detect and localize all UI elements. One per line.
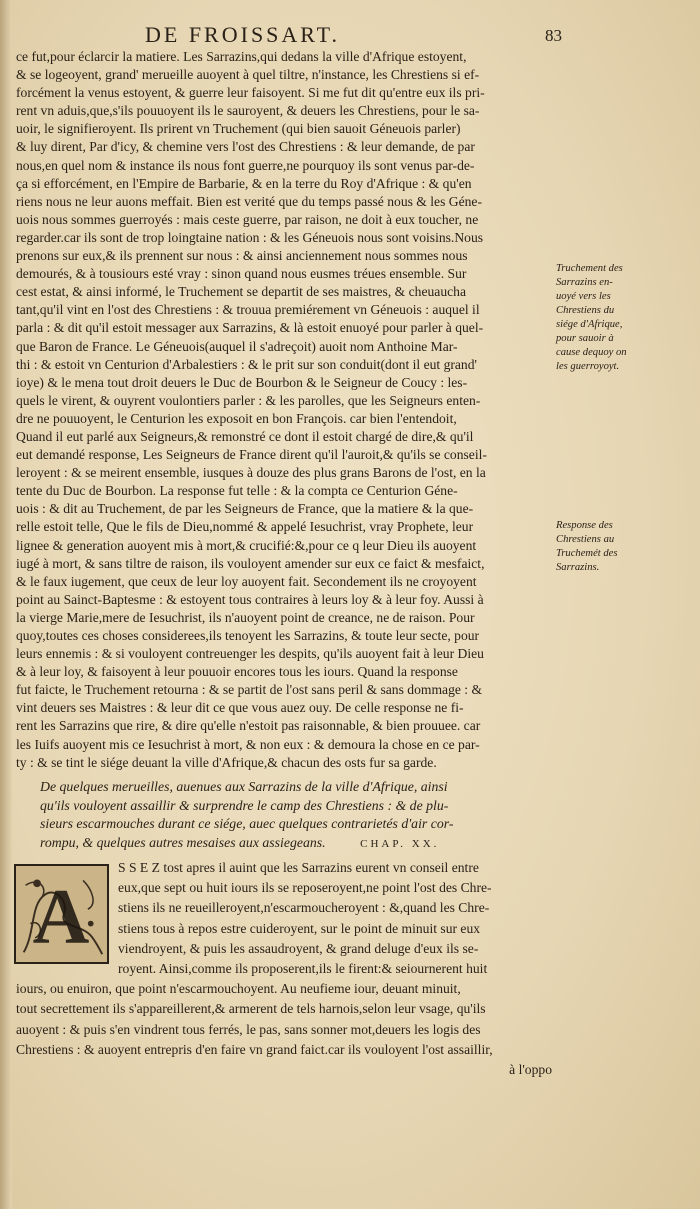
text-line: tant,qu'il vint en l'ost des Chrestiens : & trouua premiérement vn Géneuois : auquel il [16,302,480,318]
margin-note-line: Response des [556,520,613,531]
chapter-text-line: eux,que sept ou huit iours ils se reposeroyent,ne point l'ost des Chre- [118,880,492,896]
text-line: vint deuers ses Maistres : & leur dit ce que vous auez ouy. De celle response ne fi- [16,700,464,716]
margin-note-line: Truchement des [556,263,623,274]
text-line: cest estat, & ainsi informé, le Truchement se departit de ses maistres, & cheuaucha [16,284,466,300]
chapter-text-line: iours, ou enuiron, que point n'escarmouchoyent. Au neufieme iour, deuant minuit, [16,981,461,997]
chapter-text-line: auoyent : & puis s'en vindrent tous ferrés, le pas, sans sonner mot,deuers les logis des [16,1021,481,1037]
chapter-text-line: tout secrettement ils s'appareillerent,& armerent de tels harnois,selon leur vsage, qu'ils [16,1001,486,1017]
margin-note-truchement [556,262,638,374]
margin-note-line: cause dequoy on [556,347,627,358]
margin-note-line: pour sauoir à [556,333,614,344]
text-line: prenons sur eux,& ils prennent sur nous : & ainsi anciennement nous sommes nous [16,248,468,264]
text-line: parla : & dit qu'il estoit messager aux Sarrazins, & là estoit enuoyé pour parler à quel- [16,320,484,336]
margin-note-response [556,519,638,575]
page-number: 83 [545,26,562,45]
chapter-label: CHAP. XX. [360,837,440,850]
chapter-text-line: viendroyent, & puis les assaudroyent, & grand deluge d'eux ils se- [118,940,479,956]
chapter-text-line: à l'oppo [509,1061,552,1077]
margin-note-line: Sarrazins en- [556,277,613,288]
text-line: leroyent : & se meirent ensemble, iusques à douze des plus grans Barons de l'ost, en la [16,465,486,481]
text-line: riens nous ne leur auons meffait. Bien est verité que du temps passé nous & les Géne- [16,193,482,209]
chapter-text-line: Chrestiens : & auoyent entrepris d'en faire vn grand faict.car ils vouloyent l'ost assaillir, [16,1041,493,1057]
chapter-text-line: stiens ils ne reueilleroyent,n'escarmoucheroyent : &,quand les Chre- [118,900,490,916]
text-line: quoy,toutes ces choses considerees,ils tenoyent les Sarrazins, & toute leur secte, pour [16,628,480,643]
text-line: uois : & dit au Truchement, de par les Seigneurs de France, que la matiere & la que- [16,501,474,517]
chapter-heading [40,778,580,853]
text-line: uoir, le signifieroyent. Ils prirent vn Truchement (qui bien sauoit Géneuois parler) [16,121,461,137]
margin-note-line: siége d'Afrique, [556,319,623,330]
text-line: ioye) & le mena tout droit deuers le Duc de Bourbon & le Seigneur de Coucy : les- [16,374,468,390]
body-text [16,48,552,772]
chapter-heading-line: qu'ils vouloyent assaillir & surprendre le camp des Chrestiens : & de plu- [40,797,449,813]
text-line: & le faux iugement, que ceux de leur loy auoyent fait. Secondement ils ne croyoyent [16,573,477,589]
chapter-text [16,858,552,1080]
text-line: & à leur loy, & faisoyent à leur pouuoir encores tous les iours. Quand la response [16,664,458,680]
text-line: rent vn aduis,que,s'ils pouuoyent ils le sauroyent, & deuers les Chrestiens, pour le sa- [16,103,480,119]
text-line: rent les Sarrazins que rire, & dire qu'elle n'estoit pas raisonnable, & bien prouuee. car [16,718,481,734]
text-line: uois nous sommes guerroyés : mais ceste guerre, par raison, ne doit à eux toucher, ne [16,211,479,227]
chapter-heading-line-text: rompu, & quelques autres mesaises aux assiegeans. [40,834,326,850]
text-line: la vierge Marie,mere de Iesuchrist, ils n'auoyent point de creance, ne de raison. Pour [16,609,475,625]
text-line: leurs ennemis : & si vouloyent contreuenger les despits, qu'ils auoyent fait à leur Dieu [16,646,484,662]
text-line: demourés, & à tousiours esté vray : sinon quand nous eusmes tréues ensemble. Sur [16,266,467,282]
chapter-heading-line: De quelques merueilles, auenues aux Sarrazins de la ville d'Afrique, ainsi [40,779,448,794]
text-line: dre ne pouuoyent, le Centurion les exposoit en bon François. car bien l'entendoit, [16,410,457,426]
text-line: lignee & generation auoyent mis à mort,& crucifié:&,pour ce q leur Dieu ils auoyent [16,537,477,553]
text-line: thi : & estoit vn Centurion d'Arbalestiers : & le prit sur son conduit(dont il eut grand' [16,356,477,372]
text-line: Quand il eut parlé aux Seigneurs,& remonstré ce dont il estoit chargé de dire,& qu'il [16,428,474,444]
text-line: eut demandé response, Les Seigneurs de France dirent qu'il l'auroit,& qu'ils se conseil- [16,447,487,463]
text-line: relle estoit telle, Que le fils de Dieu,nommé & appelé Iesuchrist, vray Prophete, leur [16,519,474,535]
chapter-heading-line: sieurs escarmouches durant ce siége, auec quelques contrarietés d'air cor- [40,816,454,831]
text-line: & luy dirent, Par d'icy, & chemine vers l'ost des Chrestiens : & leur demande, de par [16,139,475,155]
text-line: regarder.car ils sont de trop loingtaine nation : & les Géneuois nous sont voisins.Nous [16,229,484,245]
text-line: point au Sainct-Baptesme : & estoyent tous contraires à leurs loy & à leur foy. Aussi à [16,591,484,607]
margin-note-line: les guerroyoyt. [556,361,620,372]
running-title: DE FROISSART. [145,22,340,47]
margin-note-line: Truchemét des [556,548,618,559]
text-line: ça si efforcément, en l'Empire de Barbarie, & en la terre du Roy d'Afrique : & qu'en [16,175,472,191]
margin-note-line: uoyé vers les [556,291,611,302]
margin-note-line: Chrestiens au [556,534,615,545]
text-line: quels le virent, & ouyrent voulontiers parler : & les parolles, que les Seigneurs enten- [16,392,481,408]
text-line: ty : & se tint le siége deuant la ville d'Afrique,& chacun des osts fur sa garde. [16,754,437,770]
book-gutter [0,0,12,1209]
text-line: ce fut,pour éclarcir la matiere. Les Sarrazins,qui dedans la ville d'Afrique estoyent, [16,49,467,64]
text-line: & se logeoyent, grand' merueille auoyent à quel tiltre, n'instance, les Chrestiens si ef- [16,67,480,83]
chapter-heading-line [40,834,580,854]
text-line: forcément la venus estoyent, & guerre leur faisoyent. Si me fut dit qu'entre eux ils pri- [16,85,485,101]
chapter-text-line: stiens tous à repos estre cuideroyent, sur le point de minuit sur eux [118,920,481,936]
text-line: les Iuifs auoyent mis ce Iesuchrist à mort, & non eux : & demoura la chose en ce par- [16,736,480,752]
text-line: fut faicte, le Truchement retourna : & se partit de l'ost sans peril & sans dommage : & [16,682,483,698]
text-line: que Baron de France. Le Géneuois(auquel il s'adreçoit) auoit nom Anthoine Mar- [16,338,458,354]
margin-note-line: Chrestiens du [556,305,615,316]
text-line: nous,en quel nom & instance ils nous font guerre,ne pourquoy ils sont venus par-de- [16,157,475,173]
text-line: iugé à mort, & sans tiltre de raison, ils vouloyent amender sur eux ce faict & mesfaict, [16,555,485,571]
text-line: tente du Duc de Bourbon. La response fut telle : & la compta ce Centurion Géne- [16,483,458,499]
chapter-text-line: S S E Z tost apres il auint que les Sarrazins eurent vn conseil entre [118,860,479,875]
margin-note-line: Sarrazins. [556,562,600,573]
chapter-text-line: royent. Ainsi,comme ils proposerent,ils le firent:& seiournerent huit [118,960,488,976]
svg-text:A: A [32,872,90,960]
